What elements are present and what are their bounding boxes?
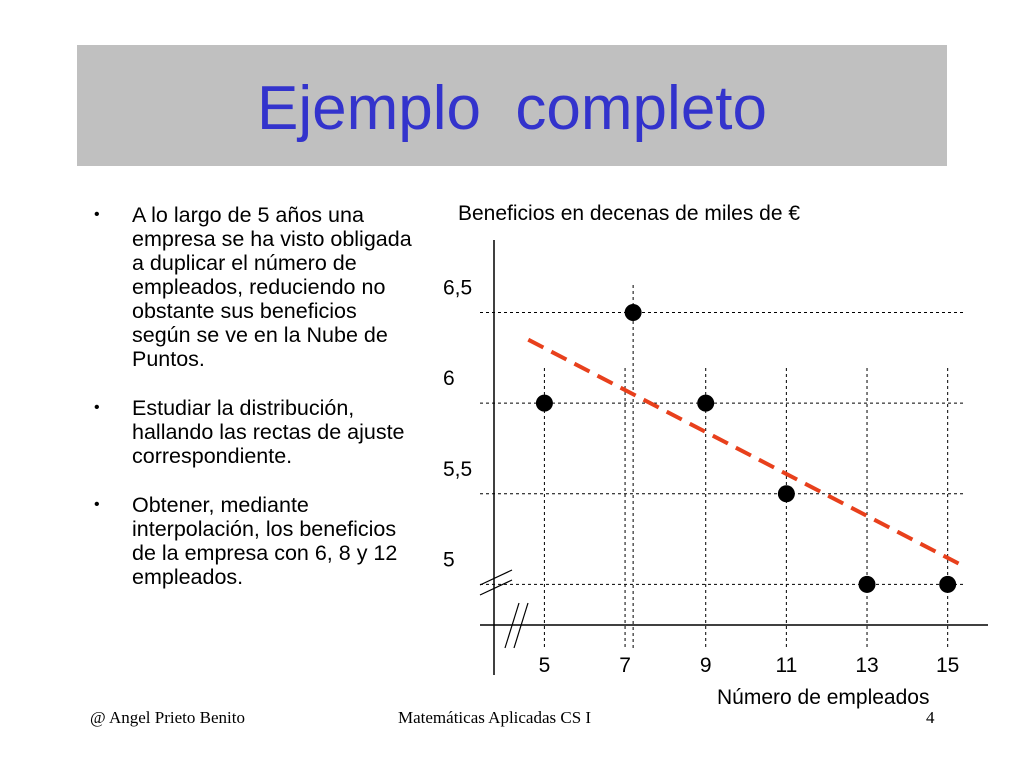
x-tick-label: 11: [775, 654, 798, 677]
y-tick-label: 6: [443, 367, 455, 391]
footer-course: Matemáticas Aplicadas CS I: [398, 708, 592, 727]
chart-title: Beneficios en decenas de miles de €: [458, 202, 801, 225]
data-point: [697, 395, 714, 412]
bullet-text: A lo largo de 5 años una empresa se ha visto obligada a duplicar el número de empleados, reduciendo no obstante sus beneficios según se ve en la Nube de Puntos.: [132, 203, 412, 371]
data-point: [778, 485, 795, 502]
chart-points: [536, 304, 956, 593]
chart-trend: [528, 340, 964, 567]
x-axis-label: Número de empleados: [717, 686, 930, 709]
bullet-icon: •: [94, 206, 100, 223]
data-point: [625, 304, 642, 321]
x-tick-label: 5: [538, 654, 551, 677]
data-point: [939, 576, 956, 593]
x-tick-label: 9: [699, 654, 712, 677]
footer-author: @ Angel Prieto Benito: [90, 708, 245, 727]
chart-grid: [480, 285, 963, 650]
slide-title: Ejemplo completo: [256, 74, 768, 143]
y-tick-label: 5,5: [443, 457, 473, 481]
trend-line: [528, 340, 964, 567]
x-tick-label: 13: [855, 654, 879, 677]
data-point: [536, 395, 553, 412]
footer-page-number: 4: [926, 708, 935, 727]
chart-labels: [443, 202, 959, 709]
bullet-icon: •: [94, 399, 100, 416]
bullet-text: Estudiar la distribución, hallando las rectas de ajuste correspondiente.: [132, 396, 405, 468]
data-point: [859, 576, 876, 593]
y-tick-label: 5: [443, 548, 455, 572]
y-tick-label: 6,5: [443, 276, 473, 300]
bullet-text: Obtener, mediante interpolación, los beneficios de la empresa con 6, 8 y 12 empleados.: [132, 493, 398, 589]
x-tick-label: 7: [619, 654, 631, 677]
chart-axes: [480, 240, 988, 675]
bullet-icon: •: [94, 496, 100, 513]
x-tick-label: 15: [935, 654, 960, 677]
